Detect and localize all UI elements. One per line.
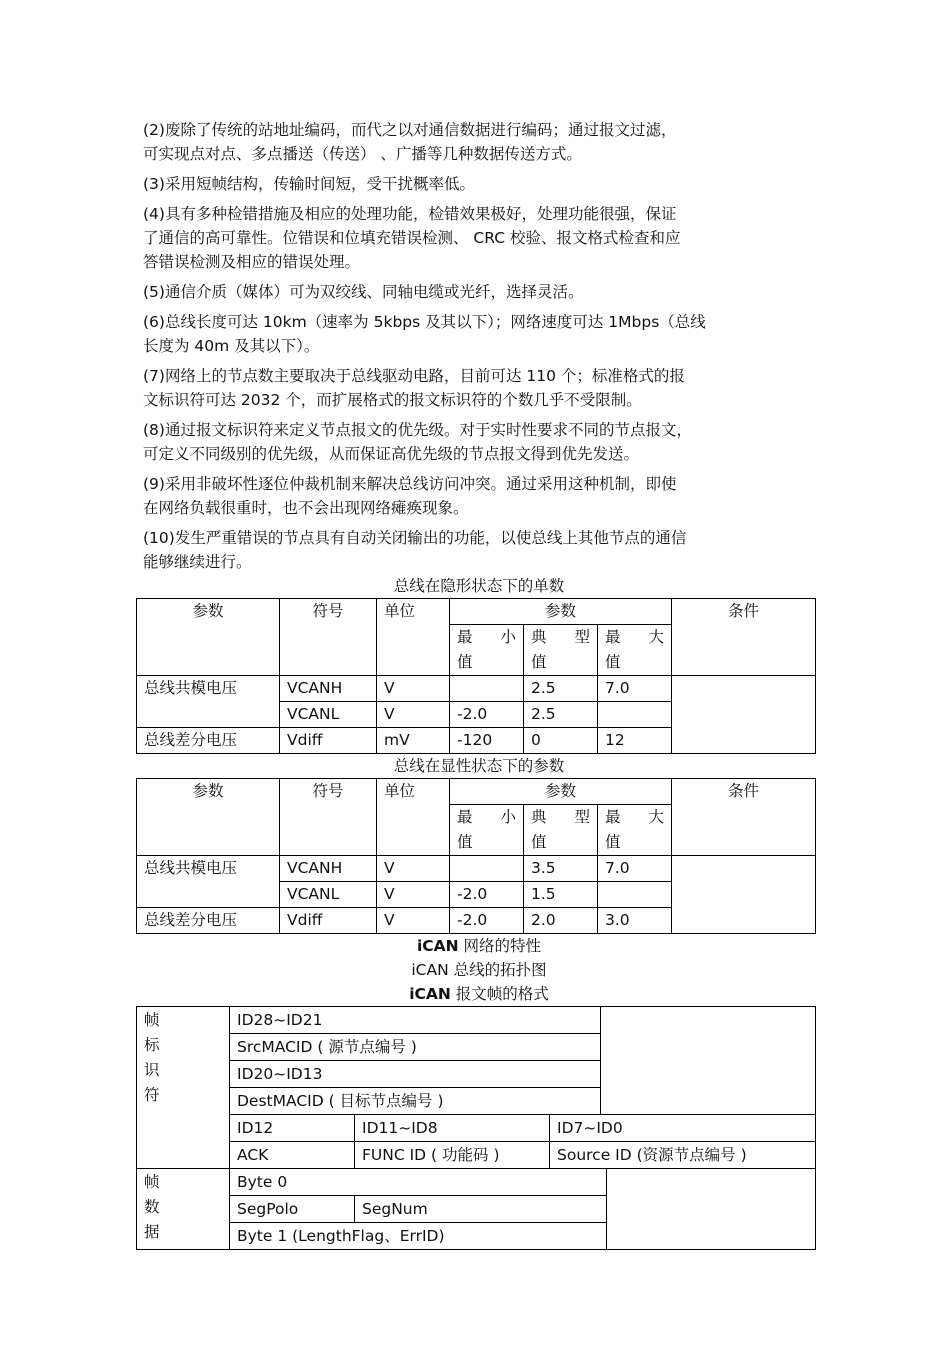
header-min: 最 小 值 bbox=[450, 805, 524, 856]
header-param: 参数 bbox=[137, 779, 280, 856]
cell-min: -2.0 bbox=[450, 882, 524, 908]
cell-condition bbox=[672, 676, 816, 754]
cell-max: 7.0 bbox=[598, 856, 672, 882]
line: 在网络负载很重时，也不会出现网络瘫痪现象。 bbox=[143, 499, 469, 517]
line: 能够继续进行。 bbox=[143, 553, 252, 571]
header-max: 最 大 值 bbox=[598, 805, 672, 856]
cell-min bbox=[450, 676, 524, 702]
line: (2)废除了传统的站地址编码，而代之以对通信数据进行编码；通过报文过滤， bbox=[143, 121, 677, 139]
header-param: 参数 bbox=[137, 599, 280, 676]
cell-typ: 3.5 bbox=[524, 856, 598, 882]
table-row bbox=[137, 676, 816, 702]
cell-id12: ID12 bbox=[230, 1115, 355, 1142]
line: 了通信的高可靠性。位错误和位填充错误检测、 CRC 校验、报文格式检查和应 bbox=[143, 229, 681, 247]
cell-typ: 2.5 bbox=[524, 702, 598, 728]
cell-symbol: VCANL bbox=[280, 882, 377, 908]
cell-max: 12 bbox=[598, 728, 672, 754]
cell-typ: 2.0 bbox=[524, 908, 598, 934]
cell-param: 总线差分电压 bbox=[137, 728, 280, 754]
frame-id-label: 帧 标 识 符 bbox=[137, 1007, 230, 1169]
cell-param: 总线差分电压 bbox=[137, 908, 280, 934]
header-typ: 典 型 值 bbox=[524, 805, 598, 856]
paragraph-4 bbox=[143, 202, 815, 274]
paragraph-8 bbox=[143, 418, 815, 466]
line: 可定义不同级别的优先级，从而保证高优先级的节点报文得到优先发送。 bbox=[143, 445, 640, 463]
cell-unit: mV bbox=[377, 728, 450, 754]
heading-ican-topology: iCAN 总线的拓扑图 bbox=[411, 961, 547, 979]
table2-caption: 总线在显性状态下的参数 bbox=[393, 757, 565, 775]
header-min: 最 小 值 bbox=[450, 625, 524, 676]
cell-param bbox=[137, 882, 280, 908]
line: (10)发生严重错误的节点具有自动关闭输出的功能，以使总线上其他节点的通信 bbox=[143, 529, 687, 547]
heading-ican-features: iCAN 网络的特性 bbox=[416, 937, 542, 955]
document-body bbox=[143, 118, 815, 1250]
header-symbol: 符号 bbox=[280, 779, 377, 856]
cell-id20-id13: ID20~ID13 bbox=[230, 1061, 601, 1088]
cell-min bbox=[450, 856, 524, 882]
table-row bbox=[137, 856, 816, 882]
paragraph-text bbox=[143, 118, 815, 166]
cell-min: -120 bbox=[450, 728, 524, 754]
header-condition: 条件 bbox=[672, 599, 816, 676]
paragraph-7 bbox=[143, 364, 815, 412]
header-typ: 典 型 值 bbox=[524, 625, 598, 676]
cell-param: 总线共模电压 bbox=[137, 856, 280, 882]
cell-symbol: Vdiff bbox=[280, 728, 377, 754]
cell-symbol: Vdiff bbox=[280, 908, 377, 934]
cell-max: 3.0 bbox=[598, 908, 672, 934]
cell-param: 总线共模电压 bbox=[137, 676, 280, 702]
cell-destmacid: DestMACID ( 目标节点编号 ) bbox=[230, 1088, 601, 1115]
frame-format-table bbox=[136, 1006, 816, 1250]
cell-segpolo: SegPolo bbox=[230, 1196, 355, 1223]
paragraph-5 bbox=[143, 280, 815, 304]
line: 答错误检测及相应的错误处理。 bbox=[143, 253, 361, 271]
heading-ican-frame-format: iCAN 报文帧的格式 bbox=[409, 985, 549, 1003]
header-param-group: 参数 bbox=[450, 779, 672, 805]
dominant-state-table bbox=[136, 778, 816, 934]
cell-unit: V bbox=[377, 676, 450, 702]
header-param-group: 参数 bbox=[450, 599, 672, 625]
cell-byte1: Byte 1 (LengthFlag、ErrID) bbox=[230, 1223, 607, 1250]
line: 可实现点对点、多点播送（传送） 、广播等几种数据传送方式。 bbox=[143, 145, 582, 163]
paragraph-3 bbox=[143, 172, 815, 196]
cell-unit: V bbox=[377, 702, 450, 728]
cell-source-id: Source ID (资源节点编号 ) bbox=[550, 1142, 816, 1169]
cell-param bbox=[137, 702, 280, 728]
line: (4)具有多种检错措施及相应的处理功能，检错效果极好，处理功能很强，保证 bbox=[143, 205, 677, 223]
cell-unit: V bbox=[377, 882, 450, 908]
line: 长度为 40m 及其以下）。 bbox=[143, 337, 320, 355]
cell-typ: 1.5 bbox=[524, 882, 598, 908]
paragraph-10 bbox=[143, 526, 815, 574]
cell-unit: V bbox=[377, 908, 450, 934]
cell-func-id: FUNC ID ( 功能码 ) bbox=[355, 1142, 550, 1169]
cell-id11-id8: ID11~ID8 bbox=[355, 1115, 550, 1142]
cell-max: 7.0 bbox=[598, 676, 672, 702]
cell-symbol: VCANH bbox=[280, 856, 377, 882]
frame-data-label: 帧 数 据 bbox=[137, 1169, 230, 1250]
line: (3)采用短帧结构，传输时间短，受干扰概率低。 bbox=[143, 175, 475, 193]
line: (8)通过报文标识符来定义节点报文的优先级。对于实时性要求不同的节点报文， bbox=[143, 421, 692, 439]
table1-caption: 总线在隐形状态下的单数 bbox=[393, 577, 565, 595]
cell-blank bbox=[601, 1007, 816, 1115]
cell-min: -2.0 bbox=[450, 908, 524, 934]
cell-segnum: SegNum bbox=[355, 1196, 607, 1223]
line: (7)网络上的节点数主要取决于总线驱动电路，目前可达 110 个；标准格式的报 bbox=[143, 367, 685, 385]
header-condition: 条件 bbox=[672, 779, 816, 856]
header-max: 最 大 值 bbox=[598, 625, 672, 676]
paragraph-6 bbox=[143, 310, 815, 358]
cell-blank bbox=[607, 1169, 816, 1250]
cell-id7-id0: ID7~ID0 bbox=[550, 1115, 816, 1142]
cell-byte0: Byte 0 bbox=[230, 1169, 607, 1196]
paragraph-2 bbox=[143, 118, 815, 166]
cell-max bbox=[598, 702, 672, 728]
cell-symbol: VCANL bbox=[280, 702, 377, 728]
recessive-state-table bbox=[136, 598, 816, 754]
cell-symbol: VCANH bbox=[280, 676, 377, 702]
cell-typ: 0 bbox=[524, 728, 598, 754]
line: 文标识符可达 2032 个，而扩展格式的报文标识符的个数几乎不受限制。 bbox=[143, 391, 642, 409]
header-unit: 单位 bbox=[377, 779, 450, 856]
cell-min: -2.0 bbox=[450, 702, 524, 728]
cell-unit: V bbox=[377, 856, 450, 882]
line: (9)采用非破坏性逐位仲裁机制来解决总线访问冲突。通过采用这种机制，即使 bbox=[143, 475, 677, 493]
cell-srcmacid: SrcMACID ( 源节点编号 ) bbox=[230, 1034, 601, 1061]
cell-max bbox=[598, 882, 672, 908]
cell-id28-id21: ID28~ID21 bbox=[230, 1007, 601, 1034]
line: (5)通信介质（媒体）可为双绞线、同轴电缆或光纤，选择灵活。 bbox=[143, 283, 584, 301]
header-symbol: 符号 bbox=[280, 599, 377, 676]
cell-typ: 2.5 bbox=[524, 676, 598, 702]
cell-condition bbox=[672, 856, 816, 934]
paragraph-9 bbox=[143, 472, 815, 520]
header-unit: 单位 bbox=[377, 599, 450, 676]
line: (6)总线长度可达 10km（速率为 5kbps 及其以下）；网络速度可达 1Mbps（总线 bbox=[143, 313, 706, 331]
cell-ack: ACK bbox=[230, 1142, 355, 1169]
